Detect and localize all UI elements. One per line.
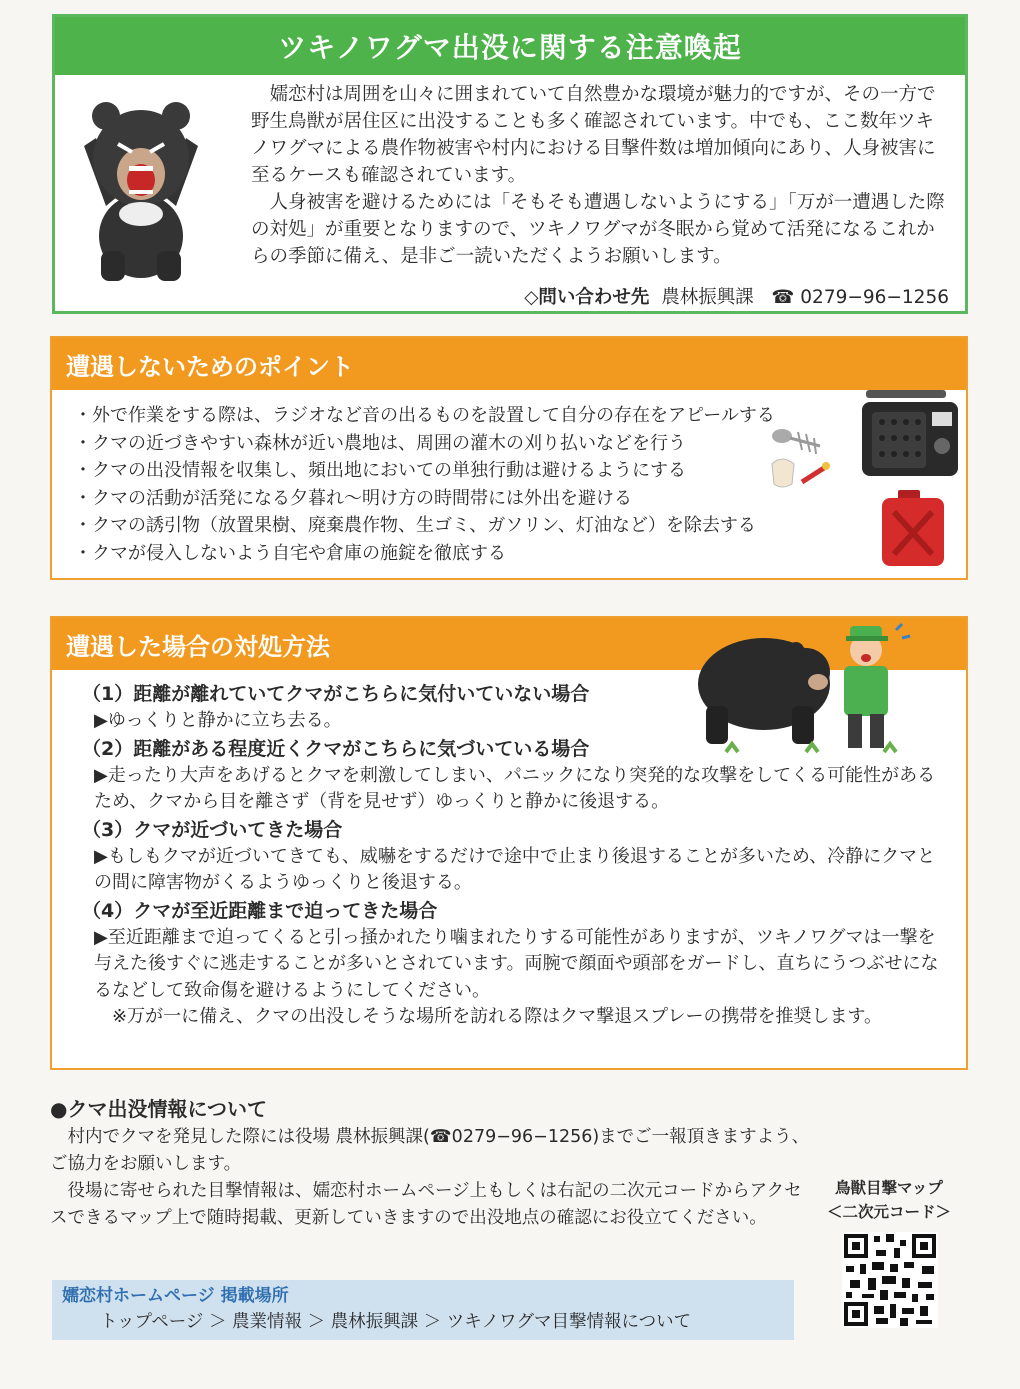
contact-phone: ☎ 0279−96−1256 xyxy=(771,287,949,308)
notice-title: ツキノワグマ出没に関する注意喚起 xyxy=(55,17,965,75)
contact-dept: 農林振興課 xyxy=(661,287,754,308)
homepage-location xyxy=(52,1280,794,1340)
qr-caption-sub: ＜二次元コード＞ xyxy=(826,1203,951,1221)
contact-label: ◇問い合わせ先 xyxy=(524,287,650,308)
bear-and-farmer-illustration xyxy=(696,612,926,758)
radio-illustration xyxy=(860,388,960,480)
angry-bear-illustration xyxy=(66,86,216,282)
sighting-info-title: ●クマ出没情報について xyxy=(50,1097,268,1121)
qr-caption xyxy=(814,1176,964,1224)
sighting-info-paragraph-2: 役場に寄せられた目撃情報は、嬬恋村ホームページ上もしくは右記の二次元コードからアクセスできるマップ上で随時掲載、更新していきますので出没地点の確認にお役立てください。 xyxy=(50,1181,802,1228)
case-1-title: （1）距離が離れていてクマがこちらに気付いていない場合 xyxy=(82,683,590,705)
case-3-title: （3）クマが近づいてきた場合 xyxy=(82,818,343,841)
garbage-illustration xyxy=(762,424,842,500)
sighting-info xyxy=(50,1094,810,1232)
case-3-body: ▶もしもクマが近づいてきても、威嚇をするだけで途中で止まり後退することが多いため、冷静にクマとの間に障害物がくるようゆっくりと後退する。 xyxy=(94,845,936,893)
notice-paragraph-1: 嬬恋村は周囲を山々に囲まれていて自然豊かな環境が魅力的ですが、その一方で野生鳥獣が居住区に出没することも多く確認されています。中でも、ここ数年ツキノワグマによる農作物被害や村内における目撃件数は増加傾向にあり、人身被害に至るケースも確認されています。 xyxy=(251,84,936,186)
response-title: 遭遇した場合の対処方法 xyxy=(52,618,966,670)
contact-info xyxy=(524,283,949,309)
list-item: ・外で作業をする際は、ラジオなど音の出るものを設置して自分の存在をアピールする xyxy=(74,405,775,426)
fuel-can-illustration xyxy=(878,488,948,568)
case-2-body: ▶走ったり大声をあげるとクマを刺激してしまい、パニックになり突発的な攻撃をしてくる可能性があるため、クマから目を離さず（背を見せず）ゆっくりと静かに後退する。 xyxy=(94,764,936,812)
list-item: ・クマの近づきやすい森林が近い農地は、周囲の灌木の刈り払いなどを行う xyxy=(74,432,686,454)
homepage-location-label: 嬬恋村ホームページ 掲載場所 xyxy=(62,1286,289,1306)
case-2-title: （2）距離がある程度近くクマがこちらに気づいている場合 xyxy=(82,737,590,760)
list-item: ・クマが侵入しないよう自宅や倉庫の施錠を徹底する xyxy=(74,542,506,564)
list-item: ・クマの誘引物（放置果樹、廃棄農作物、生ゴミ、ガソリン、灯油など）を除去する xyxy=(74,515,756,536)
notice-body xyxy=(251,81,951,270)
list-item: ・クマの出没情報を収集し、頻出地においての単独行動は避けるようにする xyxy=(74,460,686,481)
case-1-body: ▶ゆっくりと静かに立ち去る。 xyxy=(94,710,342,731)
case-4-title: （4）クマが至近距離まで迫ってきた場合 xyxy=(82,899,438,922)
list-item: ・クマの活動が活発になる夕暮れ～明け方の時間帯には外出を避ける xyxy=(74,487,632,509)
notice-paragraph-2: 人身被害を避けるためには「そもそも遭遇しないようにする」「万が一遭遇した際の対処」が重要となりますので、ツキノワグマが冬眠から覚めて活発になるこれからの季節に備え、是非ご一読いただくようお願いします。 xyxy=(251,192,945,267)
spray-note: ※万が一に備え、クマの出没しそうな場所を訪れる際はクマ撃退スプレーの携帯を推奨します。 xyxy=(112,1006,882,1027)
qr-code[interactable] xyxy=(842,1232,938,1328)
prevention-list xyxy=(74,402,775,567)
prevention-title: 遭遇しないためのポイント xyxy=(52,338,966,390)
breadcrumb: トップページ ＞ 農業情報 ＞ 農林振興課 ＞ ツキノワグマ目撃情報について xyxy=(100,1312,692,1332)
sighting-info-paragraph-1: 村内でクマを発見した際には役場 農林振興課(☎0279−96−1256)までご一報頂きますよう、ご協力をお願いします。 xyxy=(50,1127,810,1174)
case-4-body: ▶至近距離まで迫ってくると引っ掻かれたり噛まれたりする可能性がありますが、ツキノワグマは一撃を与えた後すぐに逃走することが多いとされています。両腕で顔面や頭部をガードし、直ちにうつぶせになるなどして致命傷を避けるようにしてください。 xyxy=(94,926,939,1001)
qr-caption-title: 鳥獣目撃マップ xyxy=(835,1179,943,1197)
